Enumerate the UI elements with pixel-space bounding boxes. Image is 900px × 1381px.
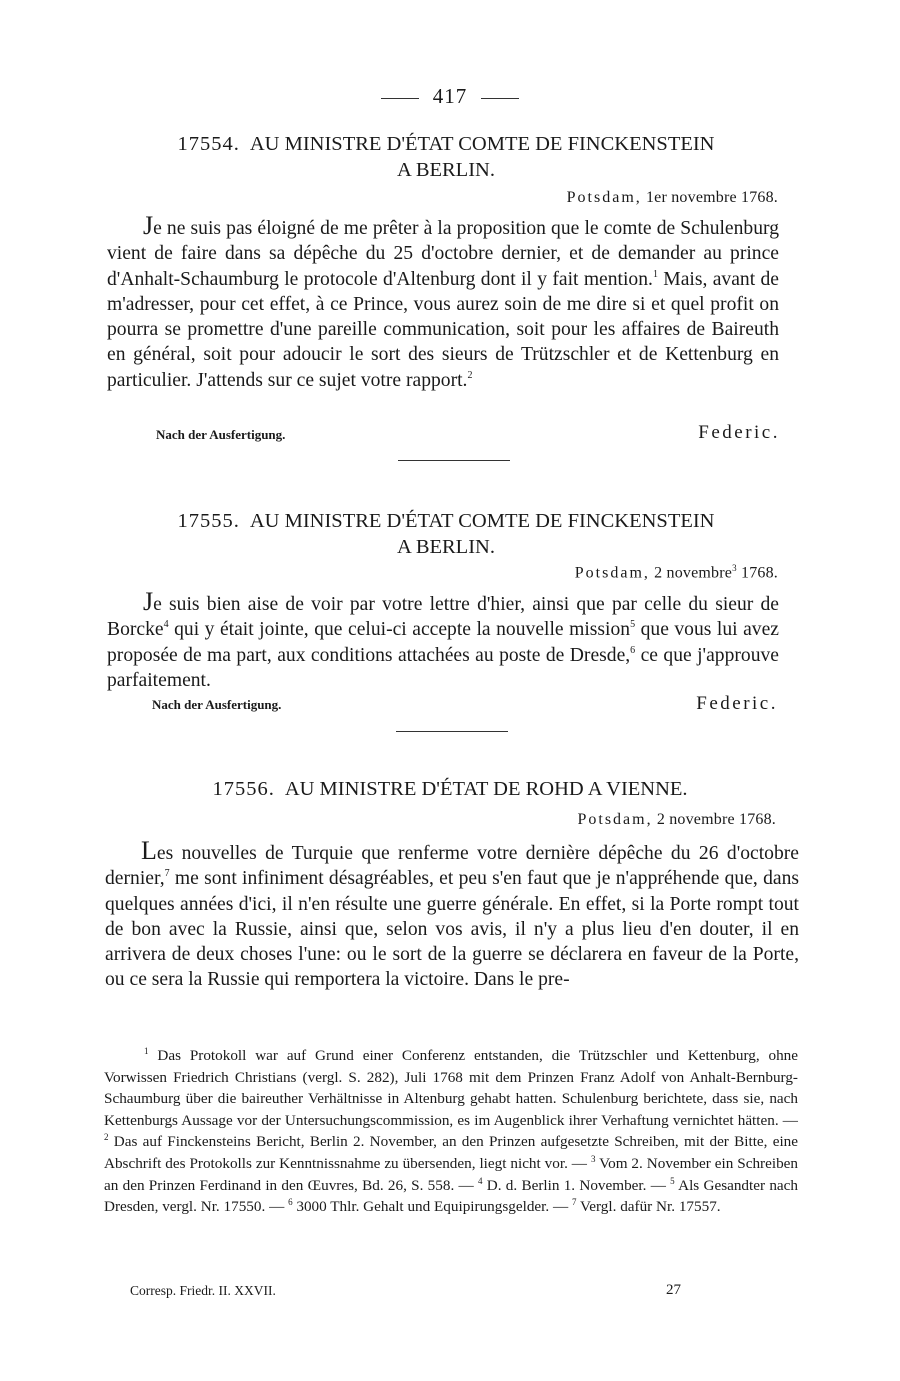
body-text: ce que j'approuve parfaitement. (107, 644, 779, 691)
signature-mark: 27 (666, 1282, 681, 1298)
letter-body-17556 (105, 838, 799, 993)
letter-number: 17554. (177, 133, 240, 155)
dateline-year: 1768. (741, 564, 778, 582)
body-text: e suis bien aise de voir par votre lettre d'hier, ainsi que par celle du sieur de Borcke (107, 594, 779, 641)
body-text: es nouvelles de Turquie que renferme votre dernière dépêche du 26 d'octobre dernier, (105, 843, 799, 890)
footnote-ref: 1 (652, 268, 658, 280)
dateline-place: Potsdam, (566, 189, 642, 206)
letter-body-17555 (107, 589, 779, 693)
letter-number: 17556. (212, 778, 275, 800)
source-note-17555: Nach der Ausfertigung. (152, 697, 282, 712)
letter-number: 17555. (177, 510, 240, 532)
letter-title: AU MINISTRE D'ÉTAT DE ROHD A VIENNE. (284, 778, 688, 800)
series-footer: Corresp. Friedr. II. XXVII. (130, 1283, 276, 1298)
footnote-marker: 6 (288, 1197, 293, 1208)
drop-cap: L (141, 836, 157, 865)
footnote-text: Vergl. dafür Nr. 17557. (579, 1198, 721, 1216)
dateline-place: Potsdam, (577, 811, 653, 828)
drop-cap: J (143, 211, 154, 240)
dateline-17555 (575, 563, 778, 582)
footnote-text: Vom 2. November ein Schreiben an den Prinzen Ferdinand in den Œuvres, Bd. 26, S. 558. — (104, 1154, 798, 1194)
page-number-dash-right (481, 98, 519, 99)
section-divider (396, 731, 508, 732)
dateline-17554 (567, 189, 778, 207)
source-note-17554: Nach der Ausfertigung. (156, 427, 286, 442)
body-text: que vous lui avez proposée de ma part, aux conditions attachées au poste de Dresde, (107, 619, 779, 666)
footnote-text: Als Gesandter nach Dresden, vergl. Nr. 17550. — (104, 1176, 798, 1216)
footnote-text: Das auf Finckensteins Bericht, Berlin 2. November, an den Prinzen aufgesetzte Schreiben, mit der Bitte, eine Abschrift des Protokolls zur Kenntnissnahme zu übersenden, liegt nicht vor. — (104, 1133, 798, 1172)
footnote-ref: 4 (163, 619, 169, 631)
footnote-marker: 2 (104, 1132, 109, 1143)
dateline-date: 2 novembre (654, 564, 733, 582)
dateline-place: Potsdam, (574, 564, 650, 582)
footnote-ref: 3 (732, 563, 737, 573)
signature-17555: Federic. (696, 693, 778, 714)
letter-body-17554 (107, 213, 779, 393)
page-number (0, 84, 900, 109)
footnote-text: D. d. Berlin 1. November. — (486, 1176, 666, 1194)
footnotes (104, 1045, 798, 1218)
body-text: me sont infiniment désagréables, et peu s'en faut que je n'appréhende que, dans quelques années d'ici, il n'en résulte une guerre générale. En effet, si la Porte rompt tout de bon avec la Russie, ainsi que, selon vos avis, il n'y a plus lieu d'en douter, il en arrivera de deux choses l'une: ou le sort de la guerre se déclarera en faveur de la Porte, ou ce sera la Russie qui remportera la victoire. Dans le pre- (105, 868, 800, 991)
footnote-marker: 7 (571, 1197, 577, 1208)
footnote-marker: 3 (590, 1153, 596, 1164)
body-text: Mais, avant de m'adresser, pour cet effet, à ce Prince, vous aurez soin de me dire si et quel profit on pourra se promettre d'une pareille communication, soit pour les affaires de Baireuth en général, soit pour adoucir le sort des sieurs de Trützschler et de Kettenburg en particulier. J'attends sur ce sujet votre rapport. (107, 268, 779, 391)
dateline-17556 (577, 811, 776, 829)
footnote-marker: 5 (670, 1175, 675, 1186)
body-text: qui y était jointe, que celui-ci accepte la nouvelle mission (174, 619, 631, 641)
page-number-dash-left (381, 98, 419, 99)
letter-title-line2: A BERLIN. (397, 159, 495, 181)
page-number-value: 417 (432, 84, 468, 108)
body-text: e ne suis pas éloigné de me prêter à la proposition que le comte de Schulenburg vient de faire dans sa dépêche du 25 d'octobre dernier, et de demander au prince d'Anhalt-Schaumburg le protocole d'Altenburg dont il y fait mention. (107, 218, 779, 290)
footnote-ref: 7 (164, 868, 170, 880)
letter-title-line2: A BERLIN. (397, 536, 495, 558)
drop-cap: J (143, 587, 154, 616)
letter-title: AU MINISTRE D'ÉTAT COMTE DE FINCKENSTEIN (249, 133, 715, 155)
footnote-marker: 1 (144, 1046, 149, 1056)
signature-17554: Federic. (698, 422, 780, 443)
section-divider (398, 460, 510, 461)
dateline-date: 2 novembre 1768. (656, 811, 776, 828)
footnote-marker: 4 (477, 1175, 483, 1186)
footnote-ref: 5 (630, 619, 636, 631)
letter-heading-17554 (106, 131, 786, 183)
footnote-ref: 2 (467, 369, 473, 381)
letter-title: AU MINISTRE D'ÉTAT COMTE DE FINCKENSTEIN (249, 510, 715, 532)
letter-heading-17556 (150, 776, 750, 802)
footnote-text: 3000 Thlr. Gehalt und Equipirungsgelder. — (296, 1198, 569, 1216)
letter-heading-17555 (106, 508, 786, 560)
dateline-date: 1er novembre 1768. (645, 189, 778, 206)
footnote-text: Das Protokoll war auf Grund einer Conferenz entstanden, die Trützschler und Kettenburg, ohne Vorwissen Friedrich Christians (vergl. S. 282), Juli 1768 mit dem Prinzen Franz Adolf von Anhalt-Bernburg-Schaumburg über die baireuther Verhältnisse in Altenburg gehabt hatten. Schulenburg berichtete, dass sie, nach Kettenburgs Aussage vor der Untersuchungscommission, es im Augenblick ihrer Verhaftung vernichtet hätten. — (104, 1047, 799, 1129)
footnote-ref: 6 (630, 644, 636, 656)
